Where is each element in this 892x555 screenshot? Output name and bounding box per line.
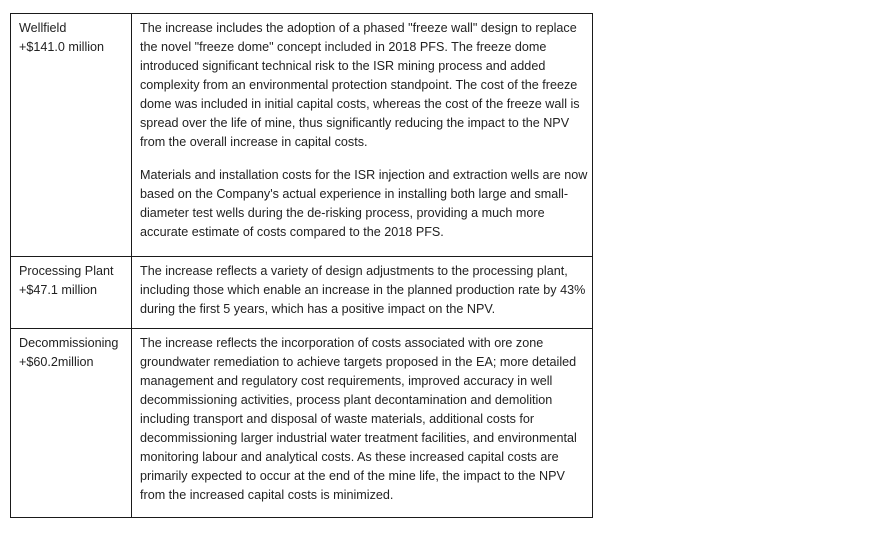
table-row-processing-plant bbox=[11, 257, 593, 329]
category-amount: +$60.2million bbox=[19, 355, 94, 369]
description-paragraph: The increase reflects the incorporation of costs associated with ore zone groundwater remediation to achieve targets proposed in the EA; more detailed management and regulatory cost requirements, improved accuracy in well decommissioning activities, process plant decontamination and demolition including transport and disposal of waste materials, additional costs for decommissioning larger industrial water treatment facilities, and environmental monitoring labour and analytical costs. As these increased capital costs are primarily expected to occur at the end of the mine life, the impact to the NPV from the increased capital costs is minimized. bbox=[140, 336, 577, 502]
description-paragraph: The increase includes the adoption of a phased "freeze wall" design to replace the novel "freeze dome" concept included in 2018 PFS. The freeze dome introduced significant technical risk to the ISR mining process and added complexity from an environmental protection standpoint. The cost of the freeze dome was included in initial capital costs, whereas the cost of the freeze wall is spread over the life of mine, thus significantly reducing the impact to the NPV from the overall increase in capital costs. bbox=[140, 21, 580, 149]
category-cell bbox=[11, 14, 132, 257]
description-cell bbox=[132, 329, 593, 518]
table-row-wellfield bbox=[11, 14, 593, 257]
category-cell bbox=[11, 257, 132, 329]
description-cell bbox=[132, 257, 593, 329]
category-name: Processing Plant bbox=[19, 264, 114, 278]
category-name: Wellfield bbox=[19, 21, 67, 35]
table-row-decommissioning bbox=[11, 329, 593, 518]
category-cell bbox=[11, 329, 132, 518]
capital-cost-table bbox=[10, 13, 593, 518]
description-cell bbox=[132, 14, 593, 257]
category-name: Decommissioning bbox=[19, 336, 119, 350]
category-amount: +$47.1 million bbox=[19, 283, 98, 297]
category-amount: +$141.0 million bbox=[19, 40, 105, 54]
description-paragraph: Materials and installation costs for the ISR injection and extraction wells are now based on the Company's actual experience in installing both large and small-diameter test wells during the de-risking process, providing a much more accurate estimate of costs compared to the 2018 PFS. bbox=[140, 168, 588, 239]
description-paragraph: The increase reflects a variety of design adjustments to the processing plant, including those which enable an increase in the planned production rate by 43% during the first 5 years, which has a positive impact on the NPV. bbox=[140, 264, 586, 316]
